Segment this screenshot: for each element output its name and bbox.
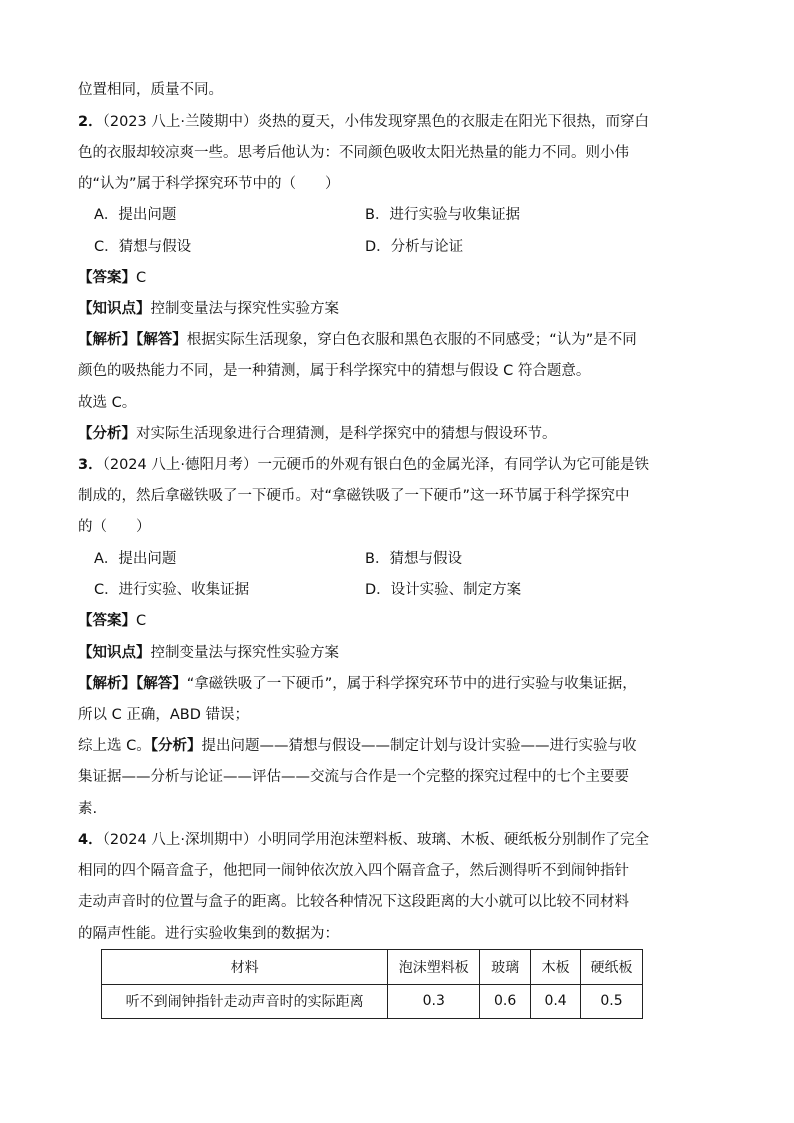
q2-knowledge [78, 299, 339, 319]
table-row [102, 984, 643, 1019]
q3-analysis-line-2: 所以 C 正确，ABD 错误； [78, 707, 249, 723]
q3-source: （2024 八上·德阳月考） [102, 457, 258, 473]
table-header-cell: 玻璃 [480, 950, 531, 985]
q4-stem-line-4: 的隔声性能。进行实验收集到的数据为： [78, 926, 339, 942]
q3-option-b: B．猜想与假设 [365, 551, 462, 567]
q2-analysis-line-2: 颜色的吸热能力不同，是一种猜测，属于科学探究中的猜想与假设 C 符合题意。 [78, 363, 591, 379]
q4-number: 4 [78, 832, 89, 848]
q2-stem-line-1: 2．（2023 八上·兰陵期中）炎热的夏天，小伟发现穿黑色的衣服走在阳光下很热，而穿白 [78, 114, 649, 130]
table-cell: 0.5 [581, 984, 643, 1019]
q2-analysis-tag: 【解析】【解答】 [78, 332, 187, 348]
q4-stem-1: 小明同学用泡沫塑料板、玻璃、木板、硬纸板分别制作了完全 [257, 832, 649, 848]
q2-knowledge-tag: 【知识点】 [78, 301, 151, 317]
q2-analysis-1: 根据实际生活现象，穿白色衣服和黑色衣服的不同感受；“认为”是不同 [186, 332, 637, 348]
table-cell: 0.3 [388, 984, 480, 1019]
q3-analysis-line-5: 素. [78, 801, 98, 817]
q2-knowledge-value: 控制变量法与探究性实验方案 [150, 301, 339, 317]
q4-source: （2024 八上·深圳期中） [102, 832, 258, 848]
q4-data-table [101, 949, 643, 1019]
q3-answer-tag: 【答案】 [78, 613, 136, 629]
table-cell: 0.4 [531, 984, 581, 1019]
q2-answer [78, 268, 146, 288]
q2-fenxi-value: 对实际生活现象进行合理猜测，是科学探究中的猜想与假设环节。 [136, 426, 557, 442]
q4-stem-line-1: 4．（2024 八上·深圳期中）小明同学用泡沫塑料板、玻璃、木板、硬纸板分别制作了完全 [78, 832, 649, 848]
q2-option-b: B．进行实验与收集证据 [365, 207, 520, 223]
q2-answer-tag: 【答案】 [78, 270, 136, 286]
q2-option-a: A．提出问题 [94, 207, 177, 223]
q3-number: 3 [78, 457, 89, 473]
q2-option-d: D．分析与论证 [365, 239, 464, 255]
q2-stem-1: 炎热的夏天，小伟发现穿黑色的衣服走在阳光下很热，而穿白 [257, 114, 649, 130]
q3-analysis-tag: 【解析】【解答】 [78, 676, 187, 692]
table-header-cell: 木板 [531, 950, 581, 985]
table-header-row [102, 950, 643, 985]
table-cell: 听不到闹钟指针走动声音时的实际距离 [102, 984, 388, 1019]
q2-answer-value: C [136, 270, 147, 286]
q2-fenxi [78, 424, 557, 444]
q2-number: 2 [78, 114, 89, 130]
q3-fenxi-tag: 【分析】 [150, 738, 202, 754]
q3-analysis-3a: 综上选 C。 [78, 738, 151, 754]
q2-analysis-line-3: 故选 C。 [78, 395, 137, 411]
q2-analysis-line-1 [78, 330, 637, 350]
table-header-cell: 硬纸板 [581, 950, 643, 985]
table-header-cell: 材料 [102, 950, 388, 985]
q3-stem-line-3: 的（ ） [78, 519, 151, 535]
q3-answer-value: C [136, 613, 147, 629]
q2-stem-line-2: 色的衣服却较凉爽一些。思考后他认为：不同颜色吸收太阳光热量的能力不同。则小伟 [78, 145, 629, 161]
q4-stem-line-2: 相同的四个隔音盒子，他把同一闹钟依次放入四个隔音盒子，然后测得听不到闹钟指针 [78, 863, 629, 879]
q3-answer [78, 611, 146, 631]
q4-stem-line-3: 走动声音时的位置与盒子的距离。比较各种情况下这段距离的大小就可以比较不同材料 [78, 894, 629, 910]
q3-knowledge-tag: 【知识点】 [78, 645, 151, 661]
q2-source: （2023 八上·兰陵期中） [102, 114, 258, 130]
table-cell: 0.6 [480, 984, 531, 1019]
q3-analysis-line-3 [78, 736, 636, 756]
q3-knowledge [78, 643, 339, 663]
q3-stem-line-1: 3．（2024 八上·德阳月考）一元硬币的外观有银白色的金属光泽，有同学认为它可能是铁 [78, 457, 649, 473]
q3-analysis-line-1 [78, 674, 637, 694]
q3-analysis-line-4: 集证据——分析与论证——评估——交流与合作是一个完整的探究过程中的七个主要要 [78, 769, 629, 785]
intro-line: 位置相同，质量不同。 [78, 82, 223, 98]
q3-option-a: A．提出问题 [94, 551, 177, 567]
q3-stem-line-2: 制成的，然后拿磁铁吸了一下硬币。对“拿磁铁吸了一下硬币”这一环节属于科学探究中 [78, 488, 630, 504]
q2-option-c: C．猜想与假设 [94, 239, 192, 255]
q3-option-c: C．进行实验、收集证据 [94, 582, 250, 598]
q3-analysis-1: “拿磁铁吸了一下硬币”，属于科学探究环节中的进行实验与收集证据， [186, 676, 637, 692]
q3-stem-1: 一元硬币的外观有银白色的金属光泽，有同学认为它可能是铁 [257, 457, 649, 473]
q2-stem-line-3: 的“认为”属于科学探究环节中的（ ） [78, 176, 340, 192]
q3-analysis-3b: 提出问题——猜想与假设——制定计划与设计实验——进行实验与收 [201, 738, 637, 754]
q3-option-d: D．设计实验、制定方案 [365, 582, 522, 598]
table-header-cell: 泡沫塑料板 [388, 950, 480, 985]
q2-fenxi-tag: 【分析】 [78, 426, 136, 442]
q3-knowledge-value: 控制变量法与探究性实验方案 [150, 645, 339, 661]
